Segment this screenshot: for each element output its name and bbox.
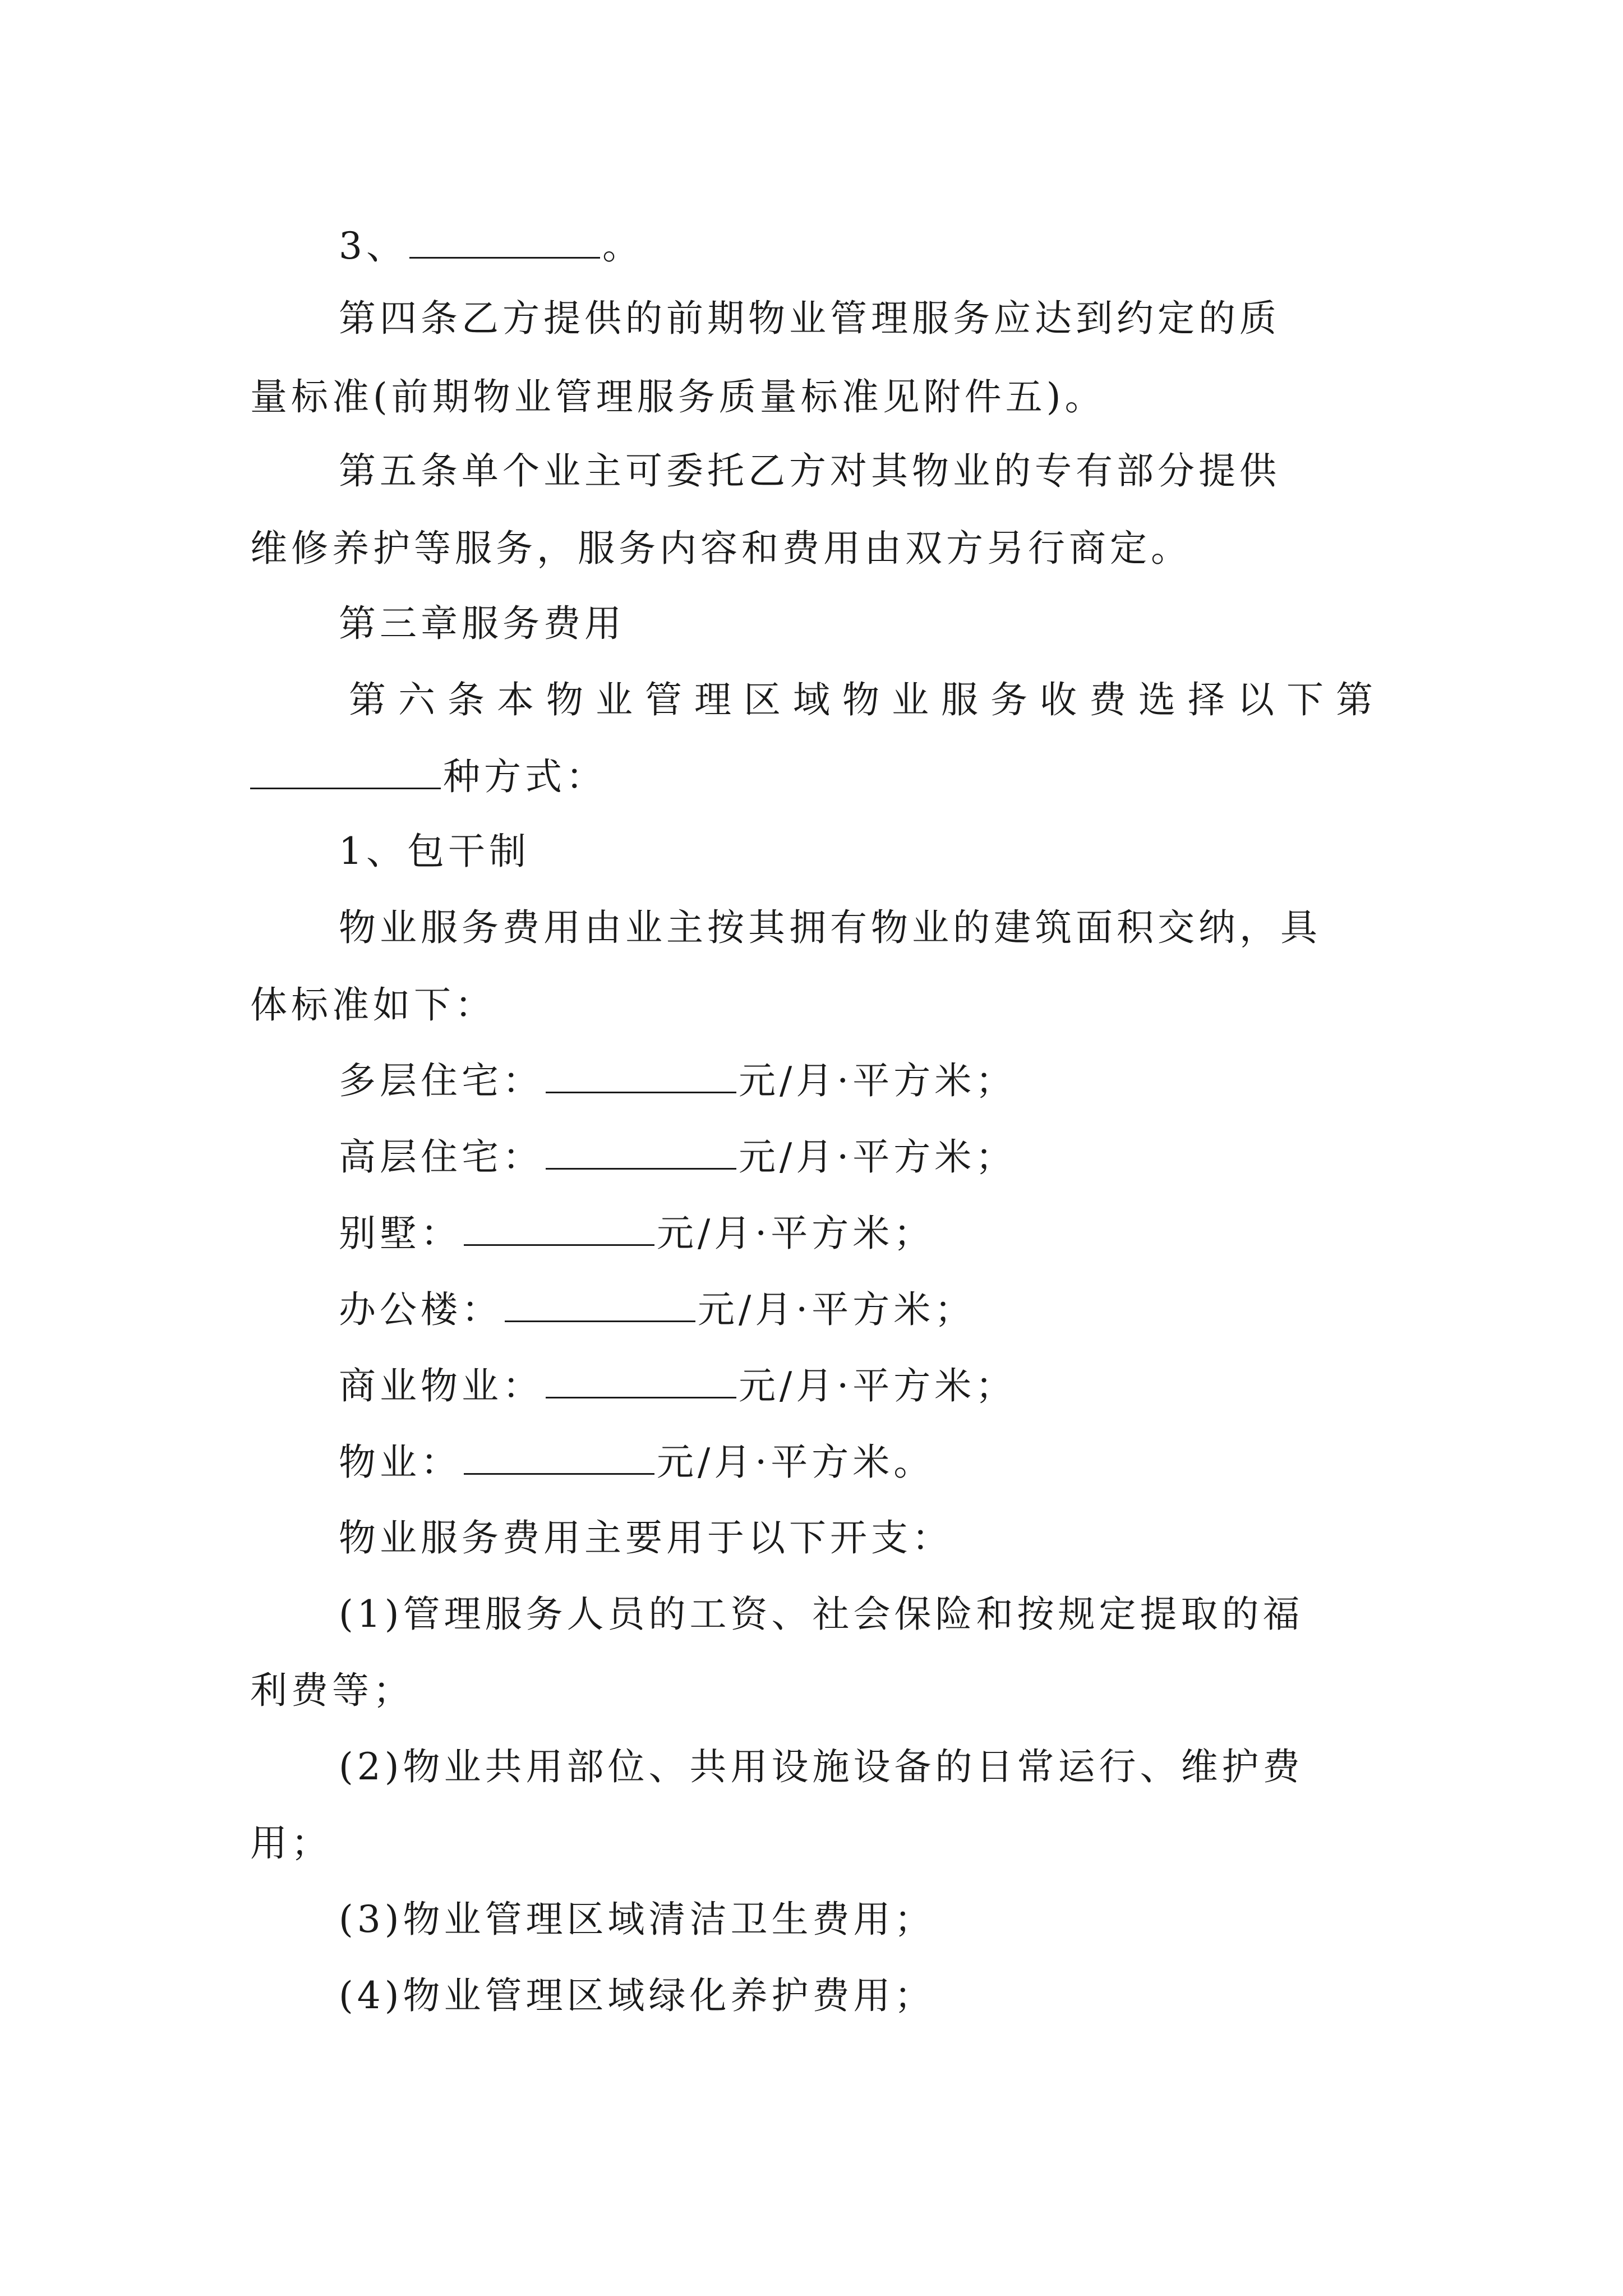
rate-row <box>339 1211 934 1256</box>
article-6-line-2 <box>250 754 607 799</box>
article-5-line-1: 第五条单个业主可委托乙方对其物业的专有部分提供 <box>339 449 1280 493</box>
expense-4: (4)物业管理区域绿化养护费用； <box>339 1974 935 2017</box>
article-6-line-1: 第六条本物业管理区域物业服务收费选择以下第 <box>349 678 1385 721</box>
rate-row <box>339 1439 934 1485</box>
rate-unit: 元/月·平方米； <box>739 1135 1017 1179</box>
rate-label: 多层住宅： <box>339 1059 543 1102</box>
rate-unit: 元/月·平方米； <box>657 1212 935 1255</box>
rate-unit: 元/月·平方米； <box>698 1288 976 1331</box>
article-5-line-2: 维修养护等服务，服务内容和费用由双方另行商定。 <box>250 527 1192 570</box>
rate-row <box>339 1363 1016 1409</box>
chapter-3-heading: 第三章服务费用 <box>339 602 625 645</box>
rate-label: 高层住宅： <box>339 1135 543 1179</box>
expense-2-line-2: 用； <box>250 1821 332 1865</box>
fill-in-blank <box>250 754 441 789</box>
article-4-line-1: 第四条乙方提供的前期物业管理服务应达到约定的质 <box>339 297 1280 340</box>
rate-unit: 元/月·平方米。 <box>657 1441 935 1484</box>
fill-in-blank <box>464 1439 654 1475</box>
rate-unit: 元/月·平方米； <box>739 1059 1017 1102</box>
item-3-line <box>339 223 643 269</box>
fill-in-blank <box>409 223 600 259</box>
fill-in-blank <box>546 1058 736 1093</box>
fee-description-line-1: 物业服务费用由业主按其拥有物业的建筑面积交纳，具 <box>339 906 1321 949</box>
item-3-suffix: 。 <box>602 224 643 268</box>
fill-in-blank <box>546 1134 736 1170</box>
fill-in-blank <box>464 1211 654 1246</box>
rate-unit: 元/月·平方米； <box>739 1364 1017 1407</box>
fee-description-line-2: 体标准如下： <box>250 983 496 1027</box>
expense-intro: 物业服务费用主要用于以下开支： <box>339 1516 953 1559</box>
article-6-suffix: 种方式： <box>443 755 607 798</box>
expense-2-line-1: (2)物业共用部位、共用设施设备的日常运行、维护费 <box>339 1745 1304 1788</box>
rate-row <box>339 1287 975 1332</box>
rate-label: 物业： <box>339 1441 462 1484</box>
fill-in-blank <box>505 1287 695 1322</box>
expense-1-line-2: 利费等； <box>250 1669 414 1712</box>
rate-row <box>339 1058 1016 1103</box>
rate-label: 办公楼： <box>339 1288 502 1331</box>
item-3-prefix: 3、 <box>339 224 407 268</box>
expense-3: (3)物业管理区域清洁卫生费用； <box>339 1898 935 1941</box>
rate-row <box>339 1134 1016 1180</box>
rate-label: 商业物业： <box>339 1364 543 1407</box>
fill-in-blank <box>546 1363 736 1398</box>
rate-label: 别墅： <box>339 1212 462 1255</box>
option-1-heading: 1、包干制 <box>339 830 530 873</box>
article-4-line-2: 量标准(前期物业管理服务质量标准见附件五)。 <box>250 375 1106 418</box>
expense-1-line-1: (1)管理服务人员的工资、社会保险和按规定提取的福 <box>339 1593 1304 1636</box>
